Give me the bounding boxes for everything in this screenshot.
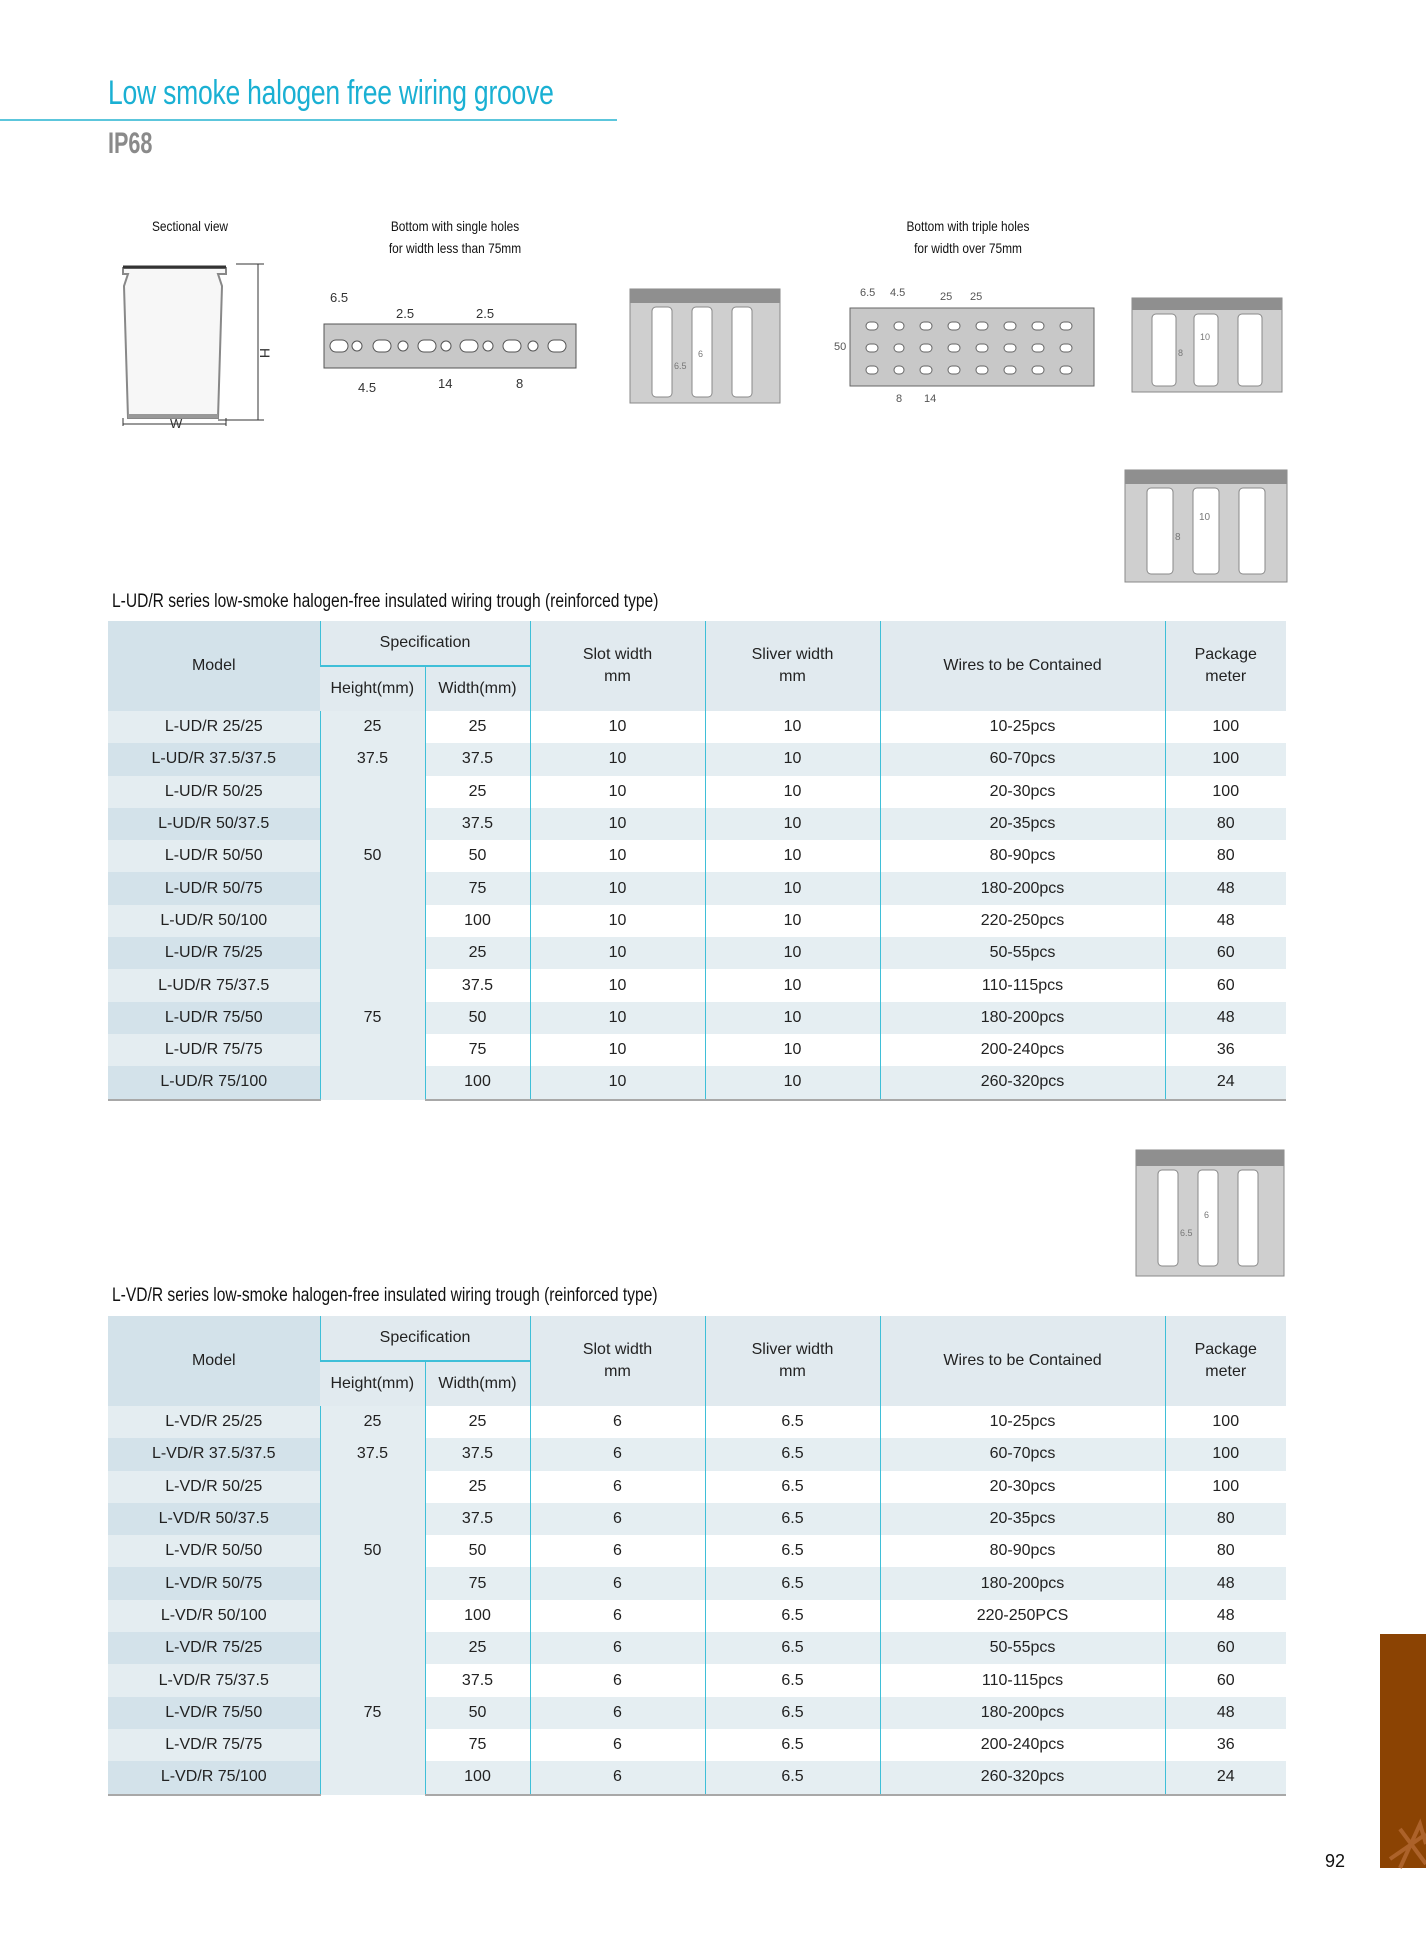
col-header-width: Width(mm): [425, 666, 530, 711]
col-header-model: Model: [108, 1316, 320, 1406]
logo-icon: [1380, 1634, 1426, 1868]
table-row: [108, 1761, 1286, 1794]
cell-slot-width: 6: [530, 1632, 705, 1664]
cell-height: 75: [320, 1632, 425, 1794]
cell-sliver-width: 10: [705, 969, 880, 1001]
cell-package: 100: [1165, 743, 1286, 775]
cell-model: L-VD/R 75/75: [108, 1729, 320, 1761]
cell-package: 80: [1165, 1503, 1286, 1535]
cell-model: L-VD/R 37.5/37.5: [108, 1438, 320, 1470]
table-row: [108, 1535, 1286, 1567]
table-row: [108, 969, 1286, 1001]
package-label: Package: [1194, 1341, 1257, 1358]
cell-slot-width: 10: [530, 776, 705, 808]
cell-package: 60: [1165, 937, 1286, 969]
dim-label: 2.5: [476, 306, 495, 321]
cell-sliver-width: 6.5: [705, 1697, 880, 1729]
cell-package: 48: [1165, 1567, 1286, 1599]
cell-wires: 200-240pcs: [880, 1034, 1165, 1066]
table-row: [108, 937, 1286, 969]
cell-height: 37.5: [320, 1438, 425, 1470]
cell-sliver-width: 10: [705, 840, 880, 872]
single-holes-diagram: [318, 284, 586, 404]
table-row: [108, 1632, 1286, 1664]
cell-package: 80: [1165, 840, 1286, 872]
cell-wires: 20-30pcs: [880, 776, 1165, 808]
cell-width: 25: [425, 937, 530, 969]
cell-wires: 20-35pcs: [880, 1503, 1165, 1535]
triple-holes-caption-line2: for width over 75mm: [914, 240, 1022, 256]
cell-slot-width: 6: [530, 1503, 705, 1535]
cell-sliver-width: 6.5: [705, 1664, 880, 1696]
cell-wires: 200-240pcs: [880, 1729, 1165, 1761]
cell-slot-width: 6: [530, 1600, 705, 1632]
cell-package: 36: [1165, 1729, 1286, 1761]
col-header-model: Model: [108, 621, 320, 711]
cell-height: 25: [320, 711, 425, 743]
table-row: [108, 776, 1286, 808]
spec-table-vd: [108, 1316, 1286, 1796]
table-row: [108, 1438, 1286, 1470]
sectional-view-diagram: [118, 258, 273, 431]
cell-model: L-UD/R 50/37.5: [108, 808, 320, 840]
cell-slot-width: 6: [530, 1535, 705, 1567]
side-tab-decoration: [1380, 1634, 1426, 1868]
cell-model: L-VD/R 75/25: [108, 1632, 320, 1664]
cell-wires: 110-115pcs: [880, 1664, 1165, 1696]
cell-width: 37.5: [425, 743, 530, 775]
cell-model: L-UD/R 75/50: [108, 1002, 320, 1034]
cell-package: 48: [1165, 1600, 1286, 1632]
cell-wires: 60-70pcs: [880, 1438, 1165, 1470]
dim-label: 6.5: [674, 361, 687, 371]
col-header-wires: Wires to be Contained: [880, 1316, 1165, 1406]
cell-height: 50: [320, 776, 425, 937]
cell-sliver-width: 10: [705, 872, 880, 904]
cell-wires: 50-55pcs: [880, 1632, 1165, 1664]
cell-slot-width: 10: [530, 1034, 705, 1066]
cell-sliver-width: 10: [705, 743, 880, 775]
cell-wires: 10-25pcs: [880, 711, 1165, 743]
triple-holes-caption-line1: Bottom with triple holes: [906, 218, 1030, 234]
table-caption-vd: L-VD/R series low-smoke halogen-free insulated wiring trough (reinforced type): [112, 1285, 658, 1306]
dim-label: 4.5: [358, 380, 377, 395]
cell-wires: 10-25pcs: [880, 1406, 1165, 1438]
cell-slot-width: 6: [530, 1406, 705, 1438]
cell-width: 100: [425, 1761, 530, 1794]
cell-model: L-UD/R 50/25: [108, 776, 320, 808]
col-header-package: [1165, 1316, 1286, 1406]
cell-sliver-width: 10: [705, 1002, 880, 1034]
cell-slot-width: 6: [530, 1697, 705, 1729]
cell-slot-width: 10: [530, 969, 705, 1001]
cell-package: 80: [1165, 1535, 1286, 1567]
col-header-specification: Specification: [320, 1316, 530, 1361]
table-row: [108, 1664, 1286, 1696]
dim-label: 10: [1199, 512, 1211, 523]
slot-detail-6mm-table2: [1136, 1150, 1284, 1276]
cell-model: L-VD/R 25/25: [108, 1406, 320, 1438]
cell-width: 25: [425, 1632, 530, 1664]
single-holes-caption-line2: for width less than 75mm: [388, 240, 522, 256]
cell-model: L-VD/R 75/100: [108, 1761, 320, 1794]
table-row: [108, 1406, 1286, 1438]
cell-width: 75: [425, 1567, 530, 1599]
cell-wires: 180-200pcs: [880, 1002, 1165, 1034]
cell-width: 25: [425, 1471, 530, 1503]
col-header-package: [1165, 621, 1286, 711]
cell-model: L-UD/R 75/75: [108, 1034, 320, 1066]
cell-width: 50: [425, 1535, 530, 1567]
cell-sliver-width: 10: [705, 776, 880, 808]
cell-slot-width: 10: [530, 808, 705, 840]
cell-width: 75: [425, 872, 530, 904]
cell-sliver-width: 6.5: [705, 1729, 880, 1761]
page-number: 92: [1325, 1851, 1346, 1871]
cell-slot-width: 10: [530, 872, 705, 904]
table-row: [108, 1503, 1286, 1535]
table-row: [108, 1034, 1286, 1066]
cell-slot-width: 10: [530, 937, 705, 969]
col-header-width: Width(mm): [425, 1361, 530, 1406]
cell-model: L-UD/R 75/25: [108, 937, 320, 969]
cell-wires: 180-200pcs: [880, 1567, 1165, 1599]
cell-sliver-width: 10: [705, 905, 880, 937]
dim-label: 14: [438, 376, 453, 391]
dim-label: 8: [1178, 348, 1184, 358]
cell-model: L-UD/R 50/100: [108, 905, 320, 937]
cell-model: L-VD/R 50/75: [108, 1567, 320, 1599]
cell-package: 100: [1165, 711, 1286, 743]
cell-width: 100: [425, 1600, 530, 1632]
cell-sliver-width: 6.5: [705, 1503, 880, 1535]
cell-wires: 80-90pcs: [880, 840, 1165, 872]
cell-wires: 80-90pcs: [880, 1535, 1165, 1567]
cell-width: 50: [425, 840, 530, 872]
table-row: [108, 872, 1286, 904]
dim-label: 8: [516, 376, 524, 391]
dim-label: 8: [896, 393, 903, 405]
slot-detail-10mm-table1: [1125, 470, 1287, 582]
slot-width-unit: mm: [604, 1363, 631, 1380]
package-unit: meter: [1205, 668, 1247, 685]
cell-wires: 60-70pcs: [880, 743, 1165, 775]
sliver-width-unit: mm: [779, 668, 806, 685]
col-header-specification: Specification: [320, 621, 530, 666]
cell-model: L-VD/R 50/50: [108, 1535, 320, 1567]
cell-sliver-width: 10: [705, 711, 880, 743]
cell-height: 37.5: [320, 743, 425, 775]
cell-package: 100: [1165, 1406, 1286, 1438]
cell-sliver-width: 6.5: [705, 1471, 880, 1503]
cell-package: 36: [1165, 1034, 1286, 1066]
table-row: [108, 1471, 1286, 1503]
dim-label: 6: [1204, 1210, 1210, 1220]
cell-slot-width: 6: [530, 1761, 705, 1794]
cell-package: 60: [1165, 1632, 1286, 1664]
spec-table-ud: [108, 621, 1286, 1101]
dim-label: 10: [1200, 332, 1211, 342]
title-divider: [0, 119, 617, 121]
cell-height: 75: [320, 937, 425, 1099]
cell-slot-width: 6: [530, 1438, 705, 1470]
cell-slot-width: 10: [530, 905, 705, 937]
cell-wires: 180-200pcs: [880, 1697, 1165, 1729]
table-caption-ud: L-UD/R series low-smoke halogen-free insulated wiring trough (reinforced type): [112, 591, 659, 612]
slot-width-label: Slot width: [582, 646, 653, 663]
cell-package: 48: [1165, 872, 1286, 904]
dim-label: 25: [940, 291, 953, 303]
cell-sliver-width: 6.5: [705, 1761, 880, 1794]
sliver-width-label: Sliver width: [751, 646, 834, 663]
col-header-sliver-width: [705, 1316, 880, 1406]
cell-package: 48: [1165, 905, 1286, 937]
package-label: Package: [1194, 646, 1257, 663]
cell-width: 25: [425, 776, 530, 808]
cell-sliver-width: 6.5: [705, 1406, 880, 1438]
cell-width: 75: [425, 1729, 530, 1761]
cell-sliver-width: 10: [705, 808, 880, 840]
cell-sliver-width: 6.5: [705, 1535, 880, 1567]
cell-width: 37.5: [425, 1438, 530, 1470]
cell-width: 25: [425, 1406, 530, 1438]
cell-sliver-width: 6.5: [705, 1632, 880, 1664]
cell-width: 50: [425, 1002, 530, 1034]
cell-wires: 50-55pcs: [880, 937, 1165, 969]
col-header-sliver-width: [705, 621, 880, 711]
cell-package: 60: [1165, 969, 1286, 1001]
cell-wires: 110-115pcs: [880, 969, 1165, 1001]
dim-label: 8: [1175, 532, 1181, 543]
cell-width: 37.5: [425, 969, 530, 1001]
slot-width-label: Slot width: [582, 1341, 653, 1358]
cell-slot-width: 10: [530, 840, 705, 872]
col-header-wires: Wires to be Contained: [880, 621, 1165, 711]
slot-detail-10mm: [1132, 298, 1282, 392]
cell-width: 25: [425, 711, 530, 743]
table-row: [108, 1002, 1286, 1034]
cell-package: 80: [1165, 808, 1286, 840]
package-unit: meter: [1205, 1363, 1247, 1380]
sliver-width-unit: mm: [779, 1363, 806, 1380]
cell-width: 37.5: [425, 1503, 530, 1535]
cell-width: 37.5: [425, 808, 530, 840]
cell-package: 24: [1165, 1066, 1286, 1099]
cell-model: L-UD/R 75/100: [108, 1066, 320, 1099]
dim-label: 50: [834, 341, 847, 353]
single-holes-caption-line1: Bottom with single holes: [390, 218, 520, 234]
cell-width: 37.5: [425, 1664, 530, 1696]
cell-package: 100: [1165, 1471, 1286, 1503]
cell-wires: 20-30pcs: [880, 1471, 1165, 1503]
table-row: [108, 1697, 1286, 1729]
table-row: [108, 743, 1286, 775]
width-label: W: [170, 416, 183, 431]
height-label: H: [257, 348, 273, 359]
cell-sliver-width: 10: [705, 937, 880, 969]
col-header-height: Height(mm): [320, 666, 425, 711]
cell-package: 100: [1165, 776, 1286, 808]
table-row: [108, 840, 1286, 872]
cell-model: L-VD/R 50/37.5: [108, 1503, 320, 1535]
table-row: [108, 1567, 1286, 1599]
cell-wires: 220-250pcs: [880, 905, 1165, 937]
triple-holes-diagram: [826, 284, 1098, 406]
page-subtitle: IP68: [108, 127, 153, 160]
dim-label: 6.5: [1180, 1228, 1193, 1238]
table-row: [108, 808, 1286, 840]
cell-width: 50: [425, 1697, 530, 1729]
cell-width: 100: [425, 1066, 530, 1099]
cell-height: 25: [320, 1406, 425, 1438]
table-row: [108, 1600, 1286, 1632]
slot-detail-6mm: [630, 289, 780, 403]
cell-package: 100: [1165, 1438, 1286, 1470]
dim-label: 6: [698, 349, 704, 359]
cell-slot-width: 6: [530, 1471, 705, 1503]
cell-sliver-width: 6.5: [705, 1600, 880, 1632]
cell-model: L-UD/R 50/75: [108, 872, 320, 904]
slot-width-unit: mm: [604, 668, 631, 685]
cell-sliver-width: 6.5: [705, 1567, 880, 1599]
sectional-view-caption: Sectional view: [151, 218, 229, 234]
cell-width: 75: [425, 1034, 530, 1066]
col-header-height: Height(mm): [320, 1361, 425, 1406]
cell-model: L-UD/R 75/37.5: [108, 969, 320, 1001]
cell-model: L-UD/R 37.5/37.5: [108, 743, 320, 775]
cell-wires: 260-320pcs: [880, 1761, 1165, 1794]
col-header-slot-width: [530, 1316, 705, 1406]
table-row: [108, 711, 1286, 743]
cell-slot-width: 6: [530, 1729, 705, 1761]
cell-package: 48: [1165, 1697, 1286, 1729]
cell-slot-width: 10: [530, 1002, 705, 1034]
dim-label: 4.5: [890, 287, 906, 299]
dim-label: 2.5: [396, 306, 415, 321]
cell-model: L-VD/R 75/50: [108, 1697, 320, 1729]
cell-slot-width: 6: [530, 1664, 705, 1696]
cell-height: 50: [320, 1471, 425, 1632]
cell-model: L-UD/R 50/50: [108, 840, 320, 872]
cell-wires: 180-200pcs: [880, 872, 1165, 904]
cell-package: 24: [1165, 1761, 1286, 1794]
cell-model: L-VD/R 75/37.5: [108, 1664, 320, 1696]
cell-sliver-width: 10: [705, 1034, 880, 1066]
dim-label: 14: [924, 393, 937, 405]
cell-sliver-width: 6.5: [705, 1438, 880, 1470]
triple-holes-caption: [887, 215, 1049, 259]
table-row: [108, 1729, 1286, 1761]
cell-slot-width: 6: [530, 1567, 705, 1599]
cell-width: 100: [425, 905, 530, 937]
cell-model: L-VD/R 50/25: [108, 1471, 320, 1503]
dim-label: 6.5: [860, 287, 876, 299]
cell-model: L-VD/R 50/100: [108, 1600, 320, 1632]
page-title: Low smoke halogen free wiring groove: [108, 74, 554, 112]
cell-slot-width: 10: [530, 1066, 705, 1099]
col-header-slot-width: [530, 621, 705, 711]
cell-sliver-width: 10: [705, 1066, 880, 1099]
dim-label: 25: [970, 291, 983, 303]
cell-package: 48: [1165, 1002, 1286, 1034]
table-row: [108, 1066, 1286, 1099]
single-holes-caption: [374, 215, 536, 259]
sliver-width-label: Sliver width: [751, 1341, 834, 1358]
cell-wires: 20-35pcs: [880, 808, 1165, 840]
cell-wires: 220-250PCS: [880, 1600, 1165, 1632]
dim-label: 6.5: [330, 290, 349, 305]
table-row: [108, 905, 1286, 937]
cell-slot-width: 10: [530, 743, 705, 775]
cell-package: 60: [1165, 1664, 1286, 1696]
cell-wires: 260-320pcs: [880, 1066, 1165, 1099]
cell-slot-width: 10: [530, 711, 705, 743]
cell-model: L-UD/R 25/25: [108, 711, 320, 743]
